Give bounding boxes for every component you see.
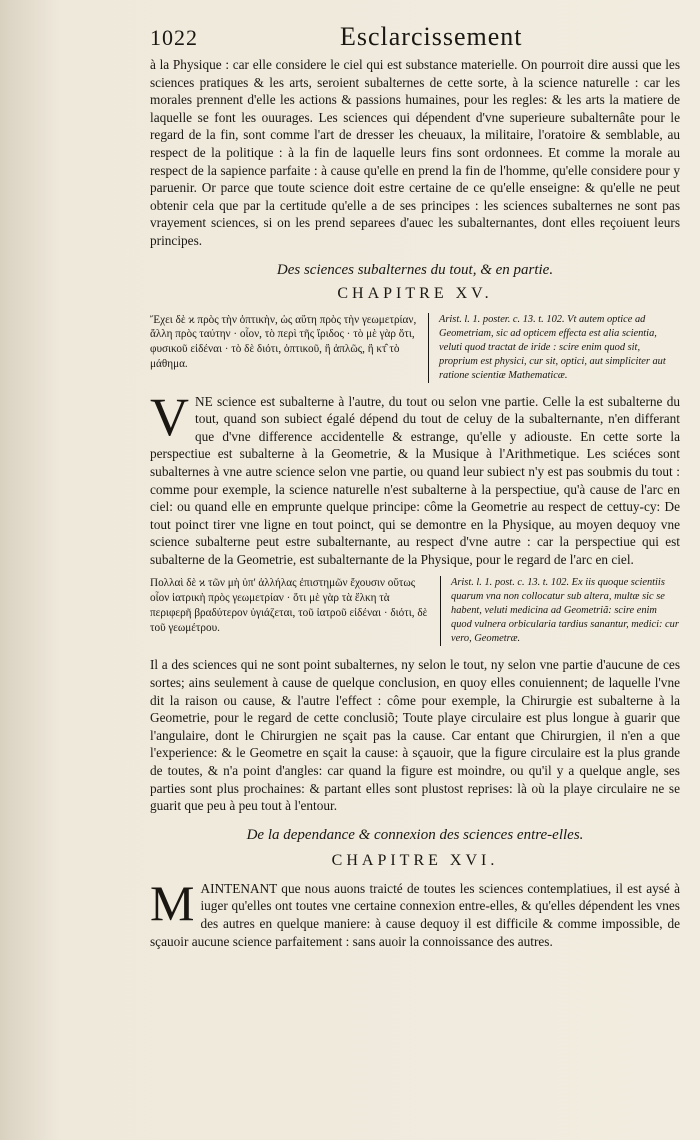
- side-note-2: Arist. l. 1. post. c. 13. t. 102. Ex iis quoque scientiis quarum vna non collocatur sub altera, multæ sic se habent, veluti medicina ad Geometriã: scire enim quod vulnera orbicularia tardius sanantur, medici: cur vero, Geometræ.: [440, 576, 680, 646]
- chapter-xv-paragraph-1: [150, 386, 680, 569]
- greek-quote-2: Πολλαὶ δὲ ϰ τῶν μὴ ὑπ' ἀλλήλας ἐπιστημῶν ἔχουσιν οὕτως οἷον ἰατρικὴ πρὸς γεωμετρίαν · ὅτι μὲ γὰρ τὰ ἕλκη τὰ περιφερῆ βραδύτερον ὑγιάζεται, τοῦ ἰατροῦ εἰδέναι · διότι, δὲ τοῦ γεωμέτρου.: [150, 577, 428, 634]
- chapter-xvi-text: AINTENANT que nous auons traicté de toutes les sciences contemplatiues, il est aysé à iuger qu'elles ont toutes vne certaine connexion entre-elles, & qu'elles dépendent les vnes des autres en quelque maniere: à cause dequoy il est difficile & comme impossible, de sçauoir aucune science parfaitement : sans auoir la connoissance des autres.: [150, 880, 680, 949]
- section-heading-dependance: De la dependance & connexion des sciences entre-elles.: [246, 826, 584, 843]
- quote-block-2: [150, 576, 680, 646]
- chapter-title-xv: CHAPITRE XV.: [337, 284, 493, 302]
- chapter-xv-text-1: NE science est subalterne à l'autre, du tout ou selon vne partie. Celle la est subalterne du tout, quand son subiect égalé dépend du tout de celuy de la subalternante, n'en differant que d'vne difference accidentelle & estrange, qu'elle y adiouste. En cette sorte la perspectiue est subalterne à la Geometrie, & la Musique à l'Arithmetique. Les sciéces sont subalternes à vne autre science selon vne partie, ou quand leur subiect n'y est pas soubmis du tout : comme pour exemple, la science naturelle n'est subalterne à la perspectiue, qu'à cause de l'arc en ciel: ou quand elle en emprunte quelque principe: côme la Geometrie au respect de cettuy-cy: De tout poinct tirer vne ligne en tout poinct, qui se demontre en la Physique, au moyen dequoy vne science subalterne peut estre subalternante, au respect d'vne autre : car la perspectiue qui est subalterne de la Geometrie, est subalternante de la Physique, pour le regard de l'arc en ciel.: [150, 393, 680, 567]
- greek-quote-1: Ἔχει δὲ ϰ πρὸς τὴν ὀπτικὴν, ὡς αὕτη πρὸς τὴν γεωμετρίαν, ἄλλη πρὸς ταύτην · οἷον, τὸ περὶ τῆς ἴριδος · τὸ μὲ γὰρ ὅτι, φυσικοῦ εἰδέναι · τὸ δὲ διότι, ὀπτικοῦ, ἢ ἁπλῶς, ἢ κτ̂ τὸ μάθημα.: [150, 313, 417, 370]
- page-header: [150, 22, 680, 52]
- dropcap-v: V: [150, 386, 189, 447]
- page-number: 1022: [150, 25, 198, 50]
- dropcap-m: M: [150, 874, 195, 931]
- intro-paragraph: à la Physique : car elle considere le ciel qui est substance materielle. On pourroit dire aussi que les sciences pratiques & les arts, seroient subalternes de cette sorte, à la science naturelle : car les morales prennent d'elle les actions & passions humaines, pour les regles: & les arts la matiere de laquelle se font les ouurages. Les sciences qui dépendent d'vne superieure subalternâte pour le regard de la fin, sont comme l'art de dresser les cheuaux, la militaire, l'oratoire & semblable, au respect de la politique : à la fin de laquelle leurs fins sont ordonnees. Et comme la morale au respect de la sapience parfaite : à cause qu'elle en prend la fin de l'homme, qu'elle considere pour y paruenir. Or parce que toute science doit estre certaine de ce qu'elle enseigne: & qu'elle ne peut obtenir cela que par la certitude qu'elle a de ses principes : les sciences subalternes ne sont pas vrayement sciences, si on les prend separees d'auec les subalternantes, dont elles reçoiuent leurs principes.: [150, 57, 680, 248]
- section-heading-subalternes: Des sciences subalternes du tout, & en partie.: [276, 261, 554, 278]
- chapter-xv-paragraph-2: Il a des sciences qui ne sont point subalternes, ny selon le tout, ny selon vne partie d'aucune de ces sortes; ains seulement à cause de quelque conclusion, en quoy elles conuiennent; de laquelle l'vne dit la raison ou cause, & l'autre l'effect : côme pour exemple, la Chirurgie est subalterne à la Geometrie, pour le regard de cette conclusiõ; Toute playe circulaire est plus longue à guarir que l'angulaire, dont le Chirurgien ne sçait pas la cause. Car entant que Chirurgien, il n'en a que l'experience: & le Geometre en sçait la cause: à sçauoir, que la figure circulaire est la plus grande de toutes, & n'a point d'angles: car quand la figure est moindre, ou qu'il y a quelque angle, ses parties sont plus prochaines: & partant elles sont plustost reprises: là où la playe circulaire ne se guarit que peu à peu tout à l'entour.: [150, 657, 680, 814]
- chapter-xvi-paragraph: [150, 874, 680, 950]
- quote-block-1: [150, 313, 680, 383]
- running-title: Esclarcissement: [340, 22, 523, 51]
- side-note-1: Arist. l. 1. poster. c. 13. t. 102. Vt autem optice ad Geometriam, sic ad opticem effecta est alia scientia, veluti quod tractat de iride : scire enim quod sit, proprium est physici, cur sit, optici, aut simpliciter aut ratione scientiæ Mathematicæ.: [428, 313, 680, 383]
- chapter-title-xvi: CHAPITRE XVI.: [331, 851, 499, 869]
